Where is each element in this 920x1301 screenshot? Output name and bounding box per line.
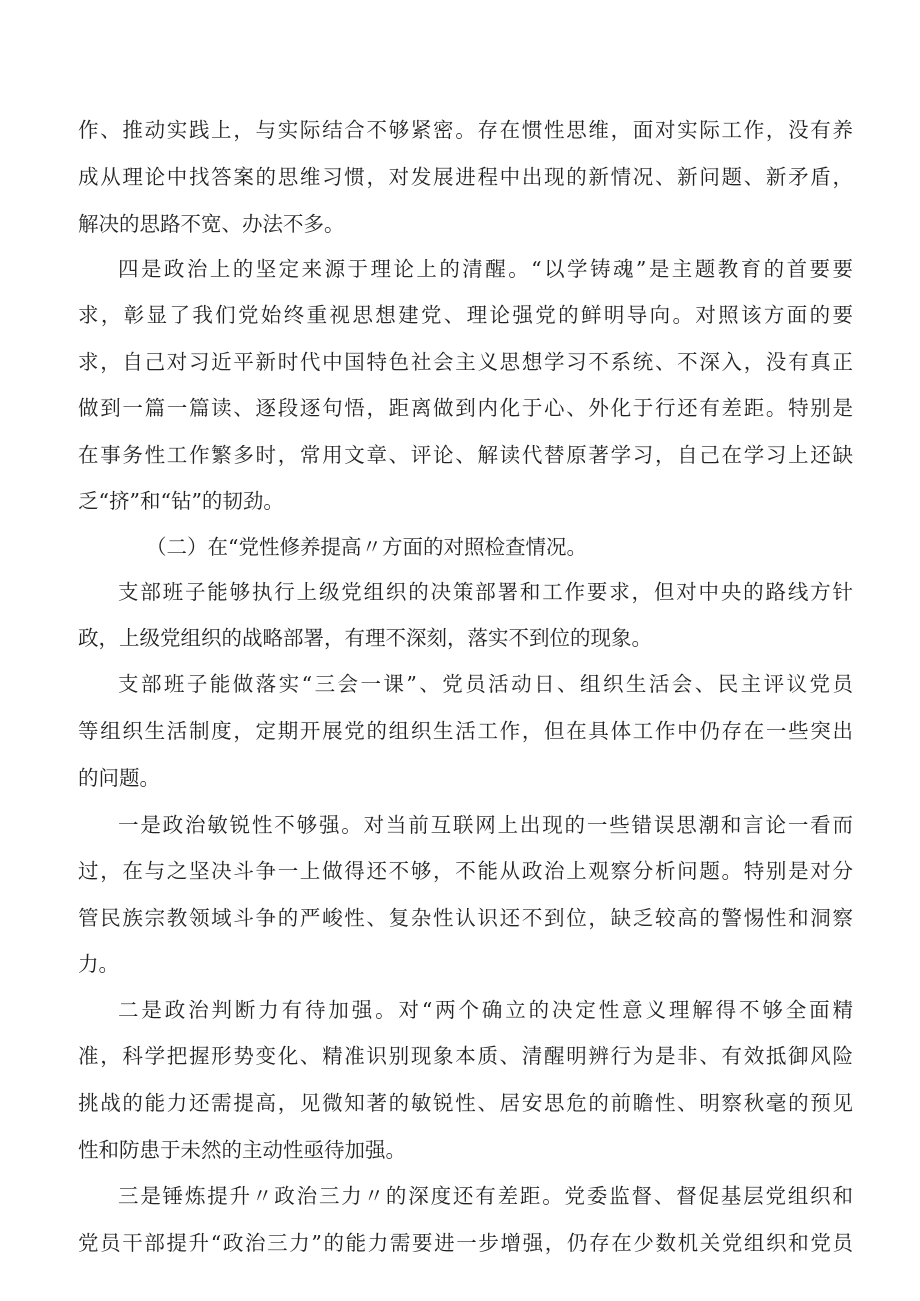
paragraph-first-line: 支部班子能够执行上级党组织的决策部署和工作要求，但对中央的路线方针 [118,580,853,604]
text-line: 政，上级党组织的战略部署，有理不深刻，落实不到位的现象。 [78,626,652,650]
text-line: 作、推动实践上，与实际结合不够紧密。存在惯性思维，面对实际工作，没有养 [78,118,853,142]
text-line: 过，在与之坚决斗争一上做得还不够，不能从政治上观察分析问题。特别是对分 [78,859,853,883]
text-line: 性和防患于未然的主动性亟待加强。 [78,1138,406,1162]
text-line: 准，科学把握形势变化、精准识别现象本质、清醒明辨行为是非、有效抵御风险 [78,1044,853,1068]
paragraph-first-line: 支部班子能做落实“三会一课”、党员活动日、组织生活会、民主评议党员 [118,672,853,696]
paragraph-first-line: 二是政治判断力有待加强。对“两个确立的决定性意义理解得不够全面精 [118,998,853,1022]
text-line: 力。 [78,952,119,976]
paragraph-first-line: 一是政治敏锐性不够强。对当前互联网上出现的一些错误思潮和言论一看而 [118,813,853,837]
text-line: 求，自己对习近平新时代中国特色社会主义思想学习不系统、不深入，没有真正 [78,350,853,374]
text-line: 成从理论中找答案的思维习惯，对发展进程中出现的新情况、新问题、新矛盾， [78,165,853,189]
text-line: 乏“挤”和“钻”的韧劲。 [78,489,284,513]
paragraph-first-line: 四是政治上的坚定来源于理论上的清醒。“以学铸魂”是主题教育的首要要 [118,257,853,281]
text-line: 党员干部提升“政治三力”的能力需要进一步增强，仍存在少数机关党组织和党员 [78,1231,853,1255]
text-line: 做到一篇一篇读、逐段逐句悟，距离做到内化于心、外化于行还有差距。特别是 [78,396,853,420]
text-line: 求，彰显了我们党始终重视思想建党、理论强党的鲜明导向。对照该方面的要 [78,303,853,327]
text-line: 在事务性工作繁多时，常用文章、评论、解读代替原著学习，自己在学习上还缺 [78,443,853,467]
paragraph-first-line: 三是锤炼提升〃政治三力〃的深度还有差距。党委监督、督促基层党组织和 [118,1184,853,1208]
text-line: 管民族宗教领域斗争的严峻性、复杂性认识还不到位，缺乏较高的警惕性和洞察 [78,906,853,930]
section-heading: （二）在“党性修养提高〃方面的对照检查情况。 [146,535,587,559]
text-line: 等组织生活制度，定期开展党的组织生活工作，但在具体工作中仍存在一些突出 [78,719,853,743]
text-line: 解决的思路不宽、办法不多。 [78,212,345,236]
text-line: 挑战的能力还需提高，见微知著的敏锐性、居安思危的前瞻性、明察秋毫的预见 [78,1091,853,1115]
text-line: 的问题。 [78,766,160,790]
